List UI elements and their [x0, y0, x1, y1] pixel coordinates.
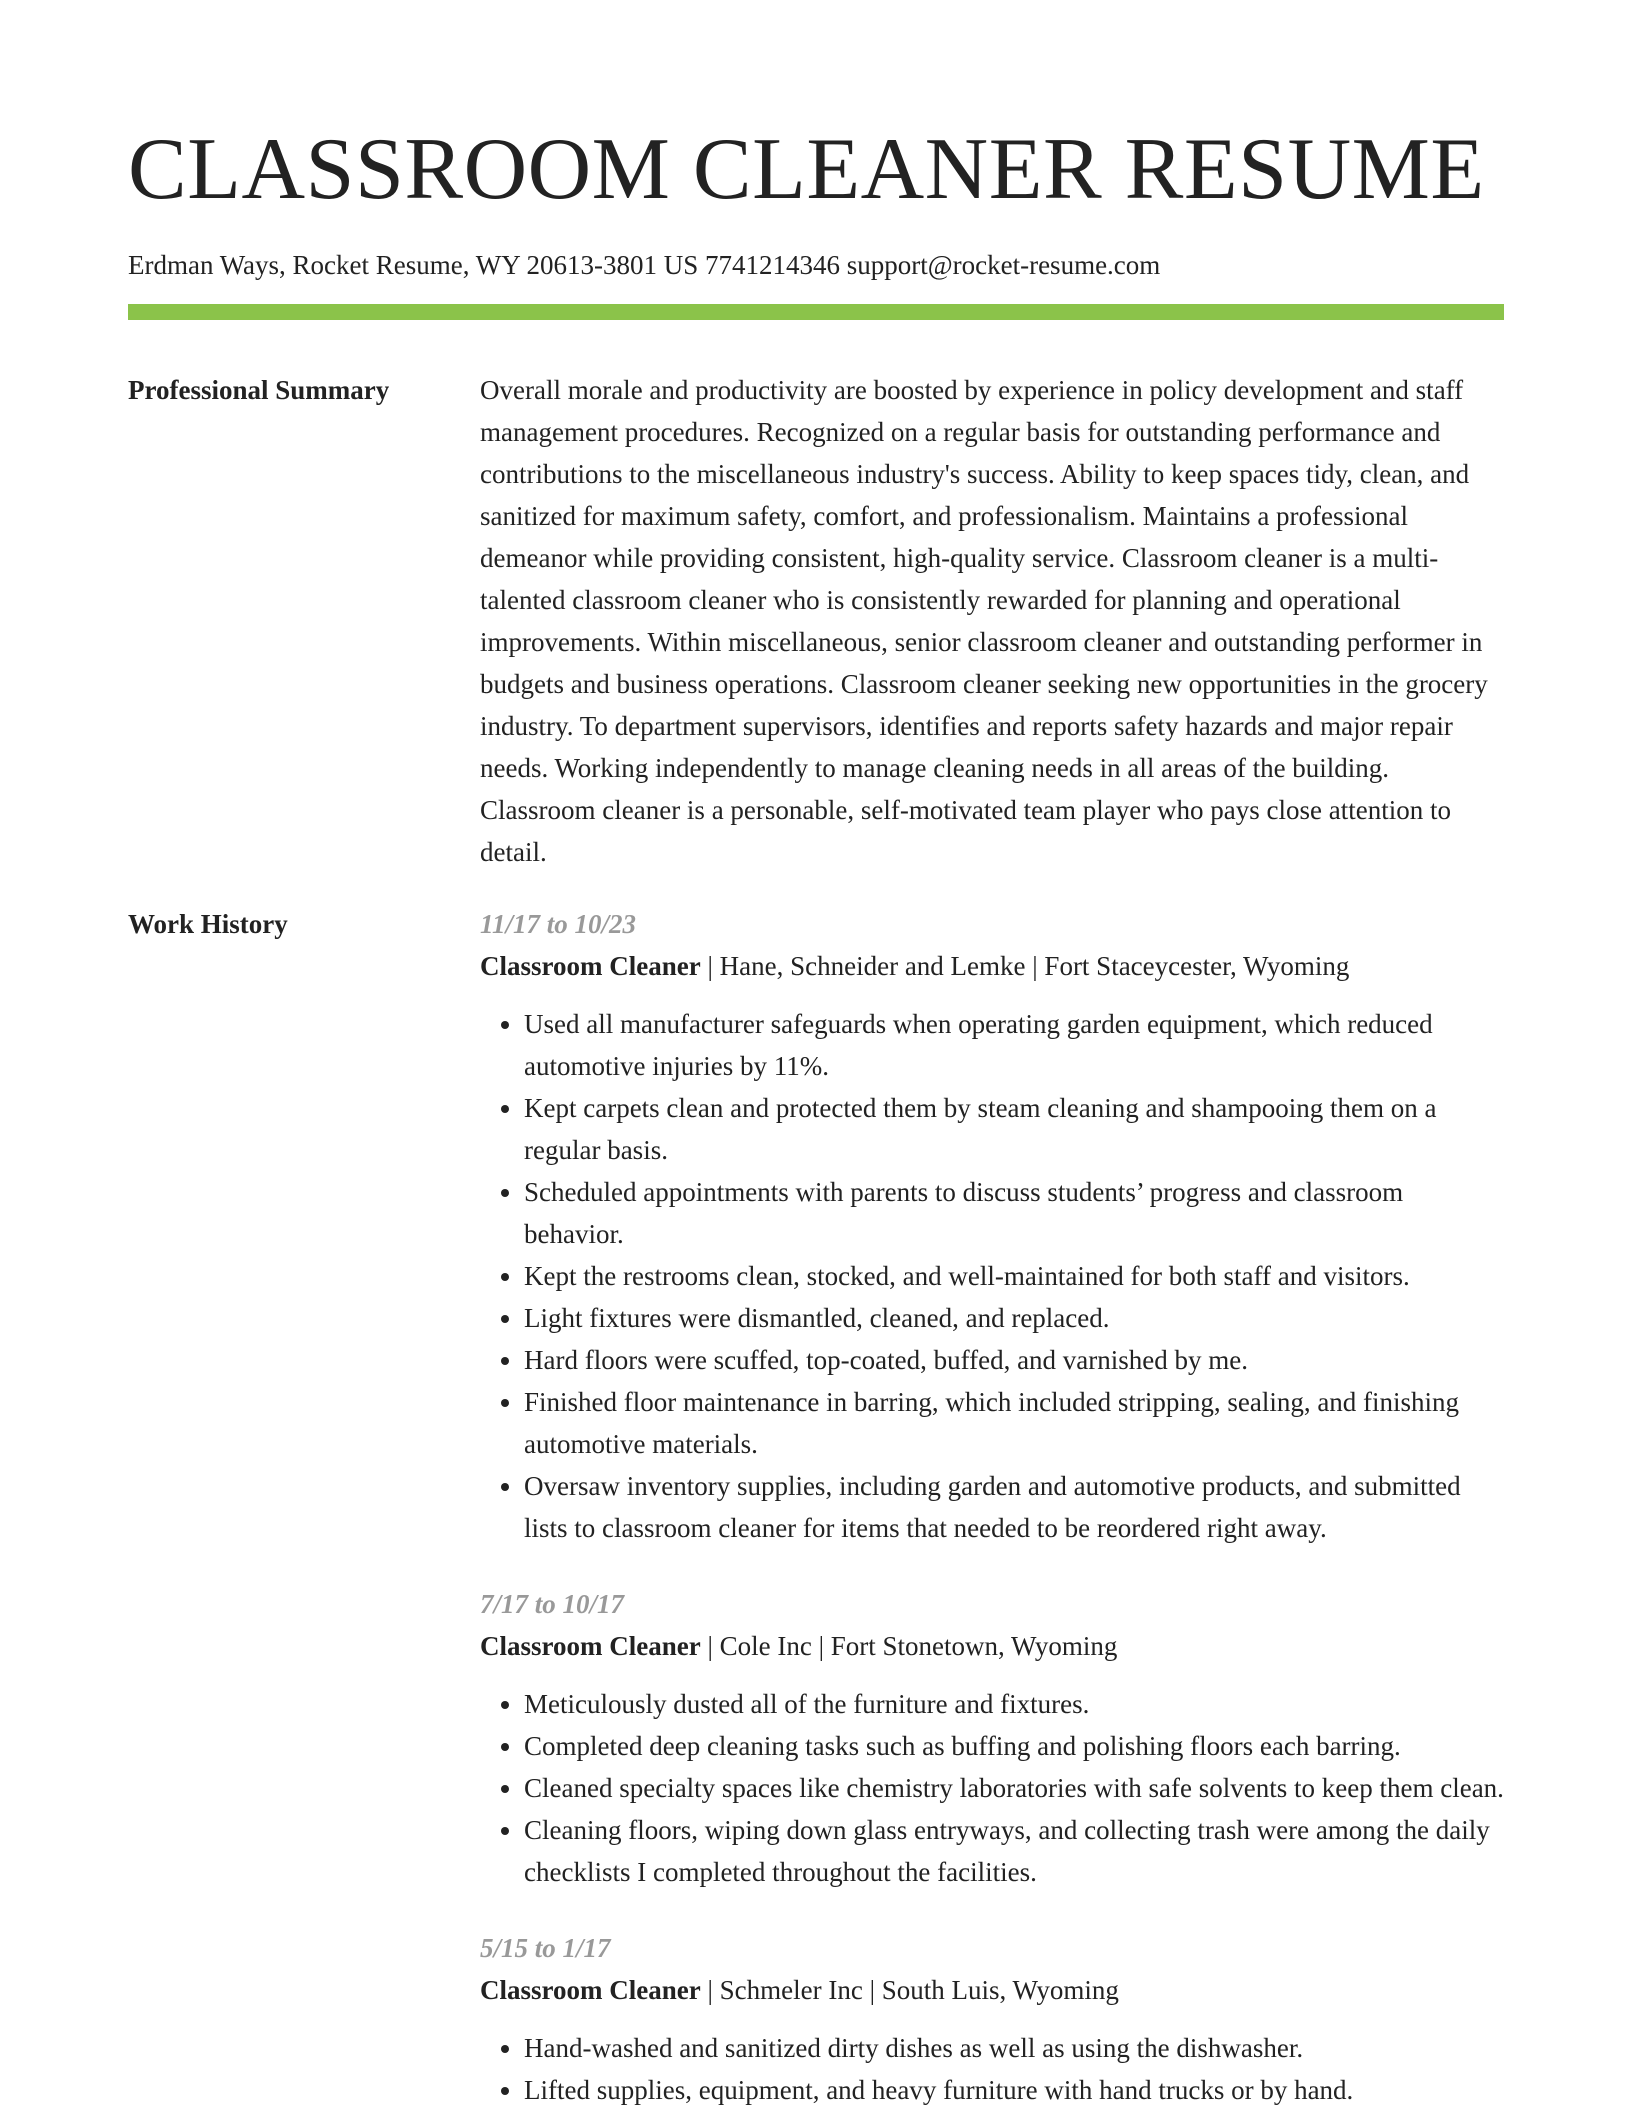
job-bullet: • Kept carpets clean and protected them by steam cleaning and shampooing them on a regular basis. [524, 1087, 1504, 1171]
contact-address: Erdman Ways, Rocket Resume, WY 20613-3801 US [128, 250, 699, 280]
job-location: South Luis, Wyoming [881, 1975, 1119, 2005]
job-heading [480, 1969, 1504, 2011]
job-heading [480, 945, 1504, 987]
job-dates: 5/15 to 1/17 [480, 1933, 611, 1963]
job-entry [480, 903, 1504, 1549]
job-bullet: • Used all manufacturer safeguards when operating garden equipment, which reduced automotive injuries by 11%. [524, 1003, 1504, 1087]
work-history-label: Work History [128, 909, 288, 939]
summary-section [128, 369, 1504, 873]
job-bullet-list [480, 1003, 1504, 1549]
job-title: Classroom Cleaner [480, 1631, 701, 1661]
job-company: Cole Inc [719, 1631, 812, 1661]
separator: | [869, 1975, 875, 2005]
job-company: Schmeler Inc [719, 1975, 863, 2005]
job-bullet: • Kept the restrooms clean, stocked, and well-maintained for both staff and visitors. [524, 1255, 1504, 1297]
job-bullet: • Hard floors were scuffed, top-coated, buffed, and varnished by me. [524, 1339, 1504, 1381]
job-entry [480, 1583, 1504, 1893]
job-bullet: • Cleaned specialty spaces like chemistry laboratories with safe solvents to keep them clean. [524, 1767, 1504, 1809]
job-title: Classroom Cleaner [480, 951, 701, 981]
work-history-section [128, 903, 1504, 2112]
job-bullet: • Completed deep cleaning tasks such as buffing and polishing floors each barring. [524, 1725, 1504, 1767]
contact-phone: 7741214346 [705, 250, 841, 280]
job-bullet: • Meticulously dusted all of the furniture and fixtures. [524, 1683, 1504, 1725]
summary-label: Professional Summary [128, 375, 390, 405]
job-bullet-list [480, 2027, 1504, 2111]
job-bullet: • Cleaning floors, wiping down glass entryways, and collecting trash were among the daily checklists I completed throughout the facilities. [524, 1809, 1504, 1893]
contact-line [128, 246, 1504, 284]
separator: | [707, 951, 713, 981]
job-location: Fort Stonetown, Wyoming [830, 1631, 1118, 1661]
separator: | [707, 1631, 713, 1661]
job-bullet-list [480, 1683, 1504, 1893]
job-bullet: • Scheduled appointments with parents to discuss students’ progress and classroom behavior. [524, 1171, 1504, 1255]
summary-text: Overall morale and productivity are boosted by experience in policy development and staff management procedures. Recognized on a regular basis for outstanding performance and contributions to the miscellaneous industry's success. Ability to keep spaces tidy, clean, and sanitized for maximum safety, comfort, and professionalism. Maintains a professional demeanor while providing consistent, high-quality service. Classroom cleaner is a multi-talented classroom cleaner who is consistently rewarded for planning and operational improvements. Within miscellaneous, senior classroom cleaner and outstanding performer in budgets and business operations. Classroom cleaner seeking new opportunities in the grocery industry. To department supervisors, identifies and reports safety hazards and major repair needs. Working independently to manage cleaning needs in all areas of the building. Classroom cleaner is a personable, self-motivated team player who pays close attention to detail. [480, 375, 1488, 867]
separator: | [818, 1631, 825, 1661]
job-dates: 11/17 to 10/23 [480, 909, 637, 939]
job-heading [480, 1625, 1504, 1667]
resume-title: CLASSROOM CLEANER RESUME [128, 121, 1485, 218]
job-bullet: • Hand-washed and sanitized dirty dishes as well as using the dishwasher. [524, 2027, 1504, 2069]
job-bullet: • Finished floor maintenance in barring, which included stripping, sealing, and finishing automotive materials. [524, 1381, 1504, 1465]
job-list [480, 903, 1504, 2112]
accent-divider [128, 304, 1504, 320]
job-entry [480, 1927, 1504, 2111]
separator: | [707, 1975, 713, 2005]
job-company: Hane, Schneider and Lemke [719, 951, 1026, 981]
job-bullet: • Lifted supplies, equipment, and heavy furniture with hand trucks or by hand. [524, 2069, 1504, 2111]
contact-email: support@rocket-resume.com [846, 250, 1161, 280]
job-dates: 7/17 to 10/17 [480, 1589, 625, 1619]
job-bullet: • Oversaw inventory supplies, including garden and automotive products, and submitted lists to classroom cleaner for items that needed to be reordered right away. [524, 1465, 1504, 1549]
job-location: Fort Staceycester, Wyoming [1044, 951, 1350, 981]
job-title: Classroom Cleaner [480, 1975, 701, 2005]
job-bullet: • Light fixtures were dismantled, cleaned, and replaced. [524, 1297, 1504, 1339]
separator: | [1032, 951, 1038, 981]
